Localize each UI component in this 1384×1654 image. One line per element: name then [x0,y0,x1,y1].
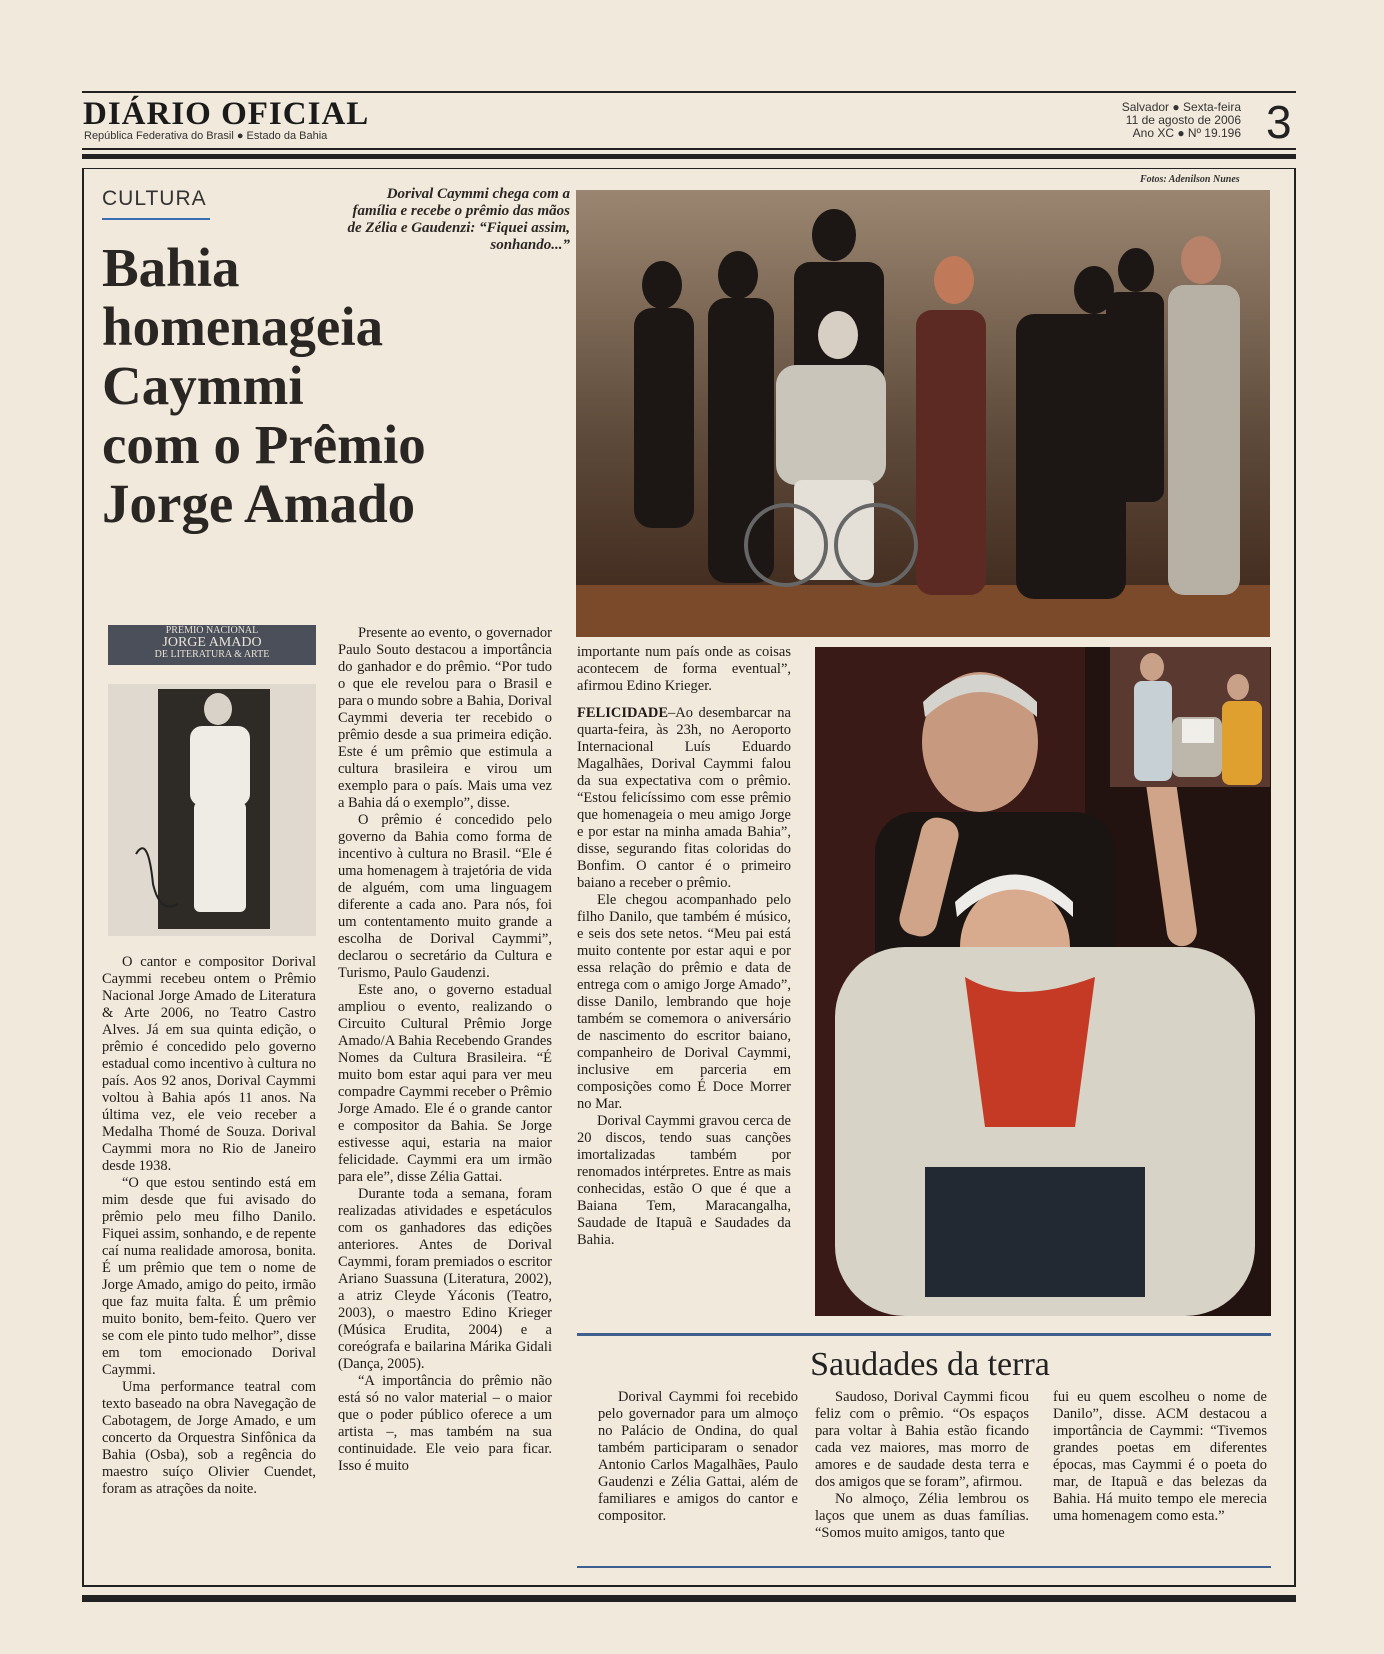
paragraph: Dorival Caymmi foi recebido pelo governador para um almoço no Palácio de Ondina, do qual também participaram o senador Antonio Carlos Magalhães, Paulo Gaudenzi e Zélia Gattai, além de familiares e amigos do cantor e compositor. [598,1389,798,1524]
award-logo [108,625,316,665]
headline [102,238,542,533]
paragraph: importante num país onde as coisas acontecem de forma eventual”, afirmou Edino Krieger. [577,644,791,694]
photo-credit: Fotos: Adenilson Nunes [1140,174,1240,185]
frame-bottom [82,1585,1296,1587]
photo-caption: Dorival Caymmi chega com a família e recebe o prêmio das mãos de Zélia e Gaudenzi: “Fiquei assim, sonhando...” [347,186,570,253]
newspaper-subtitle: República Federativa do Brasil ● Estado da Bahia [84,130,328,142]
sidebar-column-2 [815,1389,1029,1542]
main-photo [576,190,1270,637]
headline-line: homenageia [102,296,384,357]
masthead-rule-1 [82,148,1296,150]
sidebar-top-line [577,1333,1271,1336]
award-logo-line: PRÊMIO NACIONAL [165,625,259,636]
dateline-date: 11 de agosto de 2006 [1125,113,1241,127]
award-logo-line: DE LITERATURA & ARTE [154,649,270,660]
paragraph: O cantor e compositor Dorival Caymmi recebeu ontem o Prêmio Nacional Jorge Amado de Literatura & Arte 2006, no Teatro Castro Alves. Já em sua quinta edição, o prêmio é concedido pelo governo estadual como incentivo à cultura no país. Aos 92 anos, Dorival Caymmi voltou à Bahia após 11 anos. Na última vez, ele veio receber a Medalha Thomé de Souza. Dorival Caymmi mora no Rio de Janeiro desde 1938. [102,954,316,1174]
portrait-photo-image [108,684,316,936]
award-ceremony-photo [1110,647,1270,787]
headline-line: Bahia [102,237,240,298]
paragraph: “O que estou sentindo está em mim desde que fui avisado do prêmio pelo meu filho Danilo. Fiquei assim, sonhando, e de repente caí numa realidade amorosa, bonita. É um prêmio que tem o nome de Jorge Amado, amigo do peito, irmão que faz muita falta. É um prêmio muito bonito, bem-feito. Quero ver se com ele pinto tudo melhor”, disse em tom emocionado Dorival Caymmi. [102,1175,316,1378]
main-photo-image [576,190,1270,637]
headline-line: com o Prêmio [102,414,426,475]
paragraph: fui eu quem escolheu o nome de Danilo”, disse. ACM destacou a importância de Caymmi: “Tivemos grandes poetas em diferentes épocas, mas Caymmi é o poeta do mar, de Itapuã e das belezas da Bahia. Há muito tempo ele merecia uma homenagem como esta.” [1053,1389,1267,1524]
masthead-top-rule [82,91,1296,93]
frame-right [1294,168,1296,1585]
paragraph: Uma performance teatral com texto baseado na obra Navegação de Cabotagem, de Jorge Amado, e um concerto da Orquestra Sinfônica da Bahia (Osba), sob a regência do maestro suíço Olivier Cuendet, foram as atrações da noite. [102,1379,316,1497]
paragraph: No almoço, Zélia lembrou os laços que unem as duas famílias. “Somos muito amigos, tanto que [815,1491,1029,1541]
section-label: CULTURA [102,187,207,210]
article-column-2 [338,625,552,1475]
dateline-edition: Ano XC ● Nº 19.196 [1132,126,1241,140]
paragraph: Durante toda a semana, foram realizadas atividades e espetáculos com os ganhadores das edições anteriores. Antes de Dorival Caymmi, foram premiados o escritor Ariano Suassuna (Literatura, 2002), a atriz Cleyde Yáconis (Teatro, 2003), o maestro Edino Krieger (Música Erudita, 2004) e a coreógrafa e bailarina Márika Gidali (Dança, 2005). [338,1186,552,1372]
article-column-1 [102,954,316,1498]
footer-rule [82,1595,1296,1602]
paragraph: Dorival Caymmi gravou cerca de 20 discos, tendo suas canções imortalizadas também por renomados intérpretes. Entre as mais conhecidas, estão O que é que a Baiana Tem, Maracangalha, Saudade de Itapuã e Saudades da Bahia. [577,1113,791,1248]
award-logo-line: JORGE AMADO [162,635,262,650]
sidebar-bottom-line [577,1566,1271,1568]
dateline-city: Salvador ● Sexta-feira [1121,100,1241,114]
paragraph: Presente ao evento, o governador Paulo Souto destacou a importância do ganhador e do prêmio. “Por tudo o que ele revelou para o Brasil e para o mundo sobre a Bahia, Dorival Caymmi deveria ter recebido o prêmio desde a sua primeira edição. Este é um prêmio que estimula a cultura brasileira e virou um exemplo para o país. Mais uma vez a Bahia dá o exemplo”, disse. [338,625,552,811]
frame-left [82,168,84,1585]
paragraph-text: –Ao desembarcar na quarta-feira, às 23h, no Aeroporto Internacional Luís Eduardo Magalhães, Dorival Caymmi falou da sua expectativa com o prêmio. “Estou felicíssimo com esse prêmio que homenageia o meu amigo Jorge e por estar na minha amada Bahia”, disse, segurando fitas coloridas do Bonfim. O cantor é o primeiro baiano a receber o prêmio. [577,705,791,891]
headline-line: Jorge Amado [102,473,416,534]
dateline [1122,101,1241,140]
paragraph: Este ano, o governo estadual ampliou o evento, realizando o Circuito Cultural Prêmio Jorge Amado/A Bahia Recebendo Grandes Nomes da Cultura Brasileira. “É muito bom estar aqui para ver meu compadre Caymmi receber o Prêmio Jorge Amado. Ele é o grande cantor e compositor da Bahia. Se Jorge estivesse aqui, estaria na maior felicidade. Caymmi era um irmão para ele”, disse Zélia Gattai. [338,982,552,1185]
frame-top [82,168,1296,169]
paragraph: Ele chegou acompanhado pelo filho Danilo, que também é músico, e seis dos sete netos. “Meu pai está muito contente por estar aqui e por essa relação do prêmio e data de entrega com o amigo Jorge Amado”, disse Danilo, lembrando que hoje também se comemora o aniversário de nascimento do escritor baiano, companheiro de Dorival Caymmi, inclusive em parceria em composições como É Doce Morrer no Mar. [577,892,791,1112]
page-number: 3 [1266,96,1292,148]
masthead-rule-2 [82,154,1296,159]
paragraph: “A importância do prêmio não está só no valor material – o maior que o poder público oferece a um artista –, mas também na sua continuidade. Ele veio para ficar. Isso é muito [338,1373,552,1474]
sidebar-title: Saudades da terra [810,1346,1050,1383]
headline-line: Caymmi [102,355,304,416]
subhead: FELICIDADE [577,705,669,721]
newspaper-title: DIÁRIO OFICIAL [83,96,370,132]
section-underline [102,218,210,220]
article-column-3 [577,644,791,1249]
sidebar-column-1 [598,1389,798,1525]
sidebar-column-3 [1053,1389,1267,1525]
award-ceremony-photo-image [1110,647,1270,787]
paragraph [577,705,791,892]
paragraph: O prêmio é concedido pelo governo da Bahia como forma de incentivo à cultura no Brasil. “Ele é uma homenagem à trajetória de vida de alguém, com uma linguagem diferente a cada ano. Para nós, foi um contentamento muito grande a escolha de Dorival Caymmi”, declarou o secretário da Cultura e Turismo, Paulo Gaudenzi. [338,812,552,981]
paragraph: Saudoso, Dorival Caymmi ficou feliz com o prêmio. “Os espaços para voltar à Bahia estão ficando cada vez maiores, mas morro de amores e de saudade desta terra e dos amigos que se foram”, afirmou. [815,1389,1029,1490]
portrait-photo [108,684,316,936]
